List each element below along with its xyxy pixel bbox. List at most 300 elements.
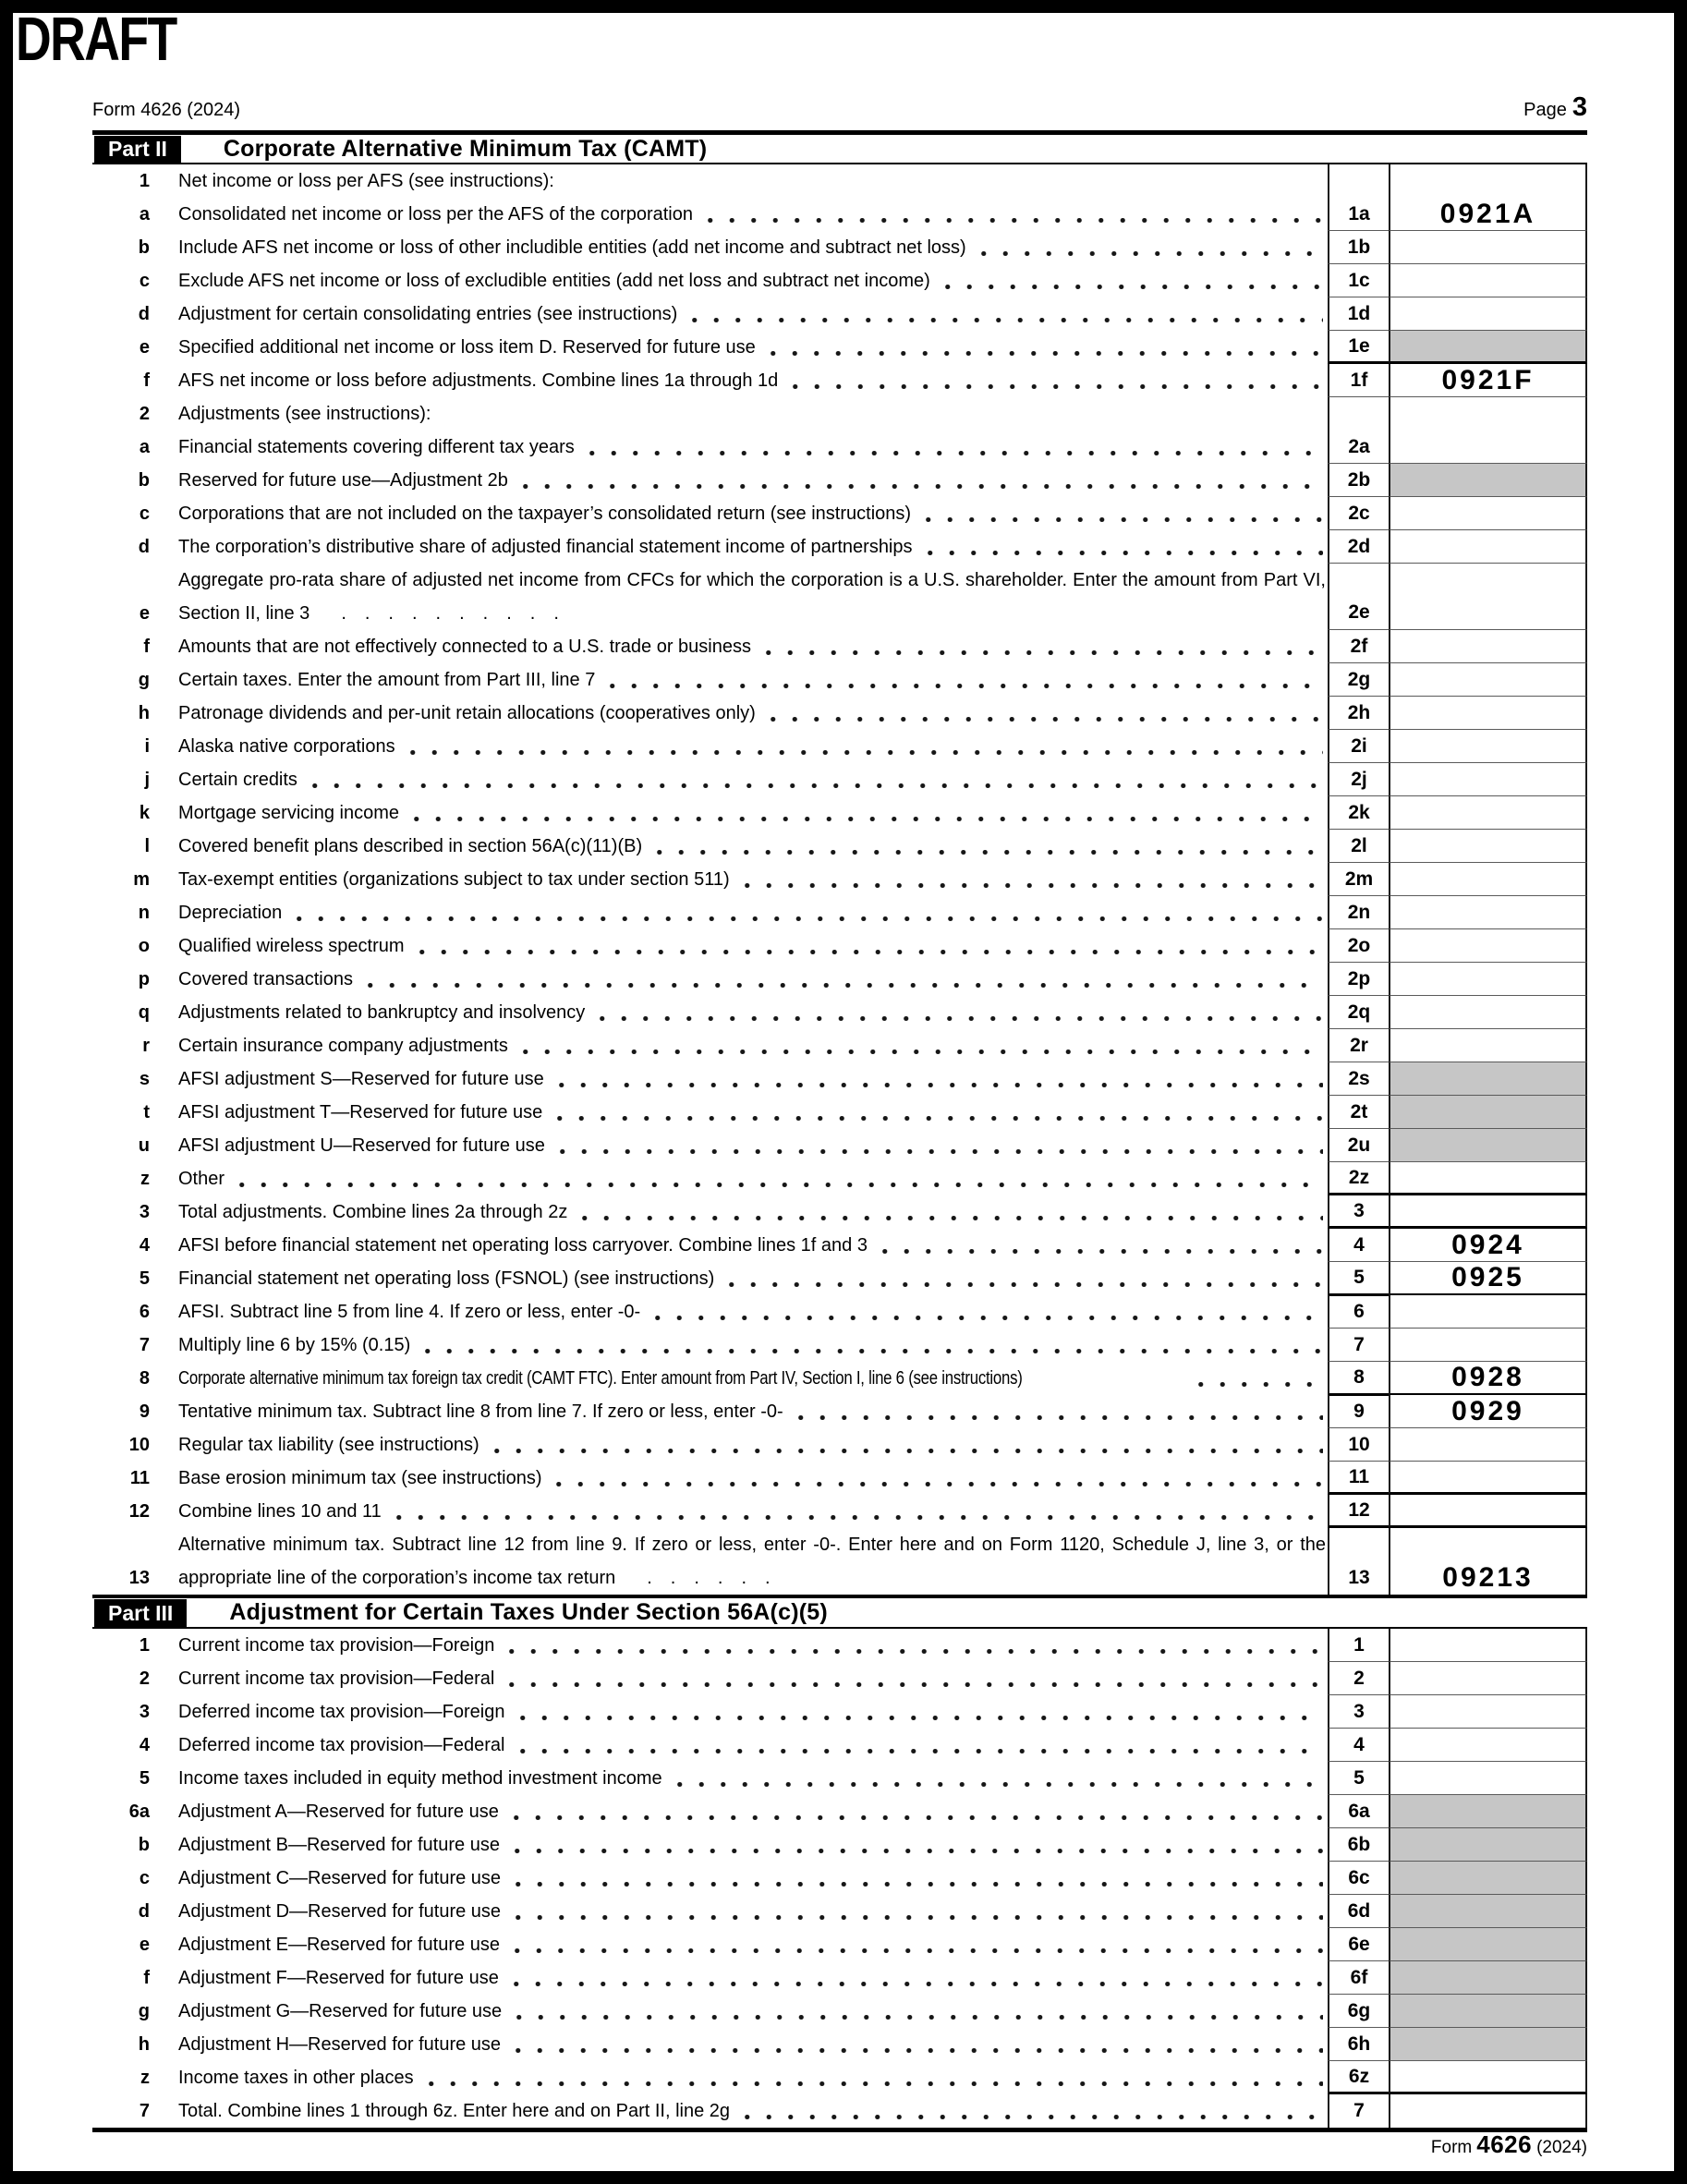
row-p3-6z xyxy=(92,2061,1587,2094)
line-label: 5 xyxy=(139,1767,150,1789)
line-description-text: Combine lines 10 and 11 xyxy=(178,1500,382,1522)
row-p2-4 xyxy=(92,1229,1587,1262)
line-description xyxy=(174,1262,1328,1296)
line-description-text: Multiply line 6 by 15% (0.15) xyxy=(178,1334,411,1355)
row-p2-12 xyxy=(92,1495,1587,1528)
dot-leader xyxy=(911,497,1323,530)
dot-leader xyxy=(595,663,1323,697)
line-description-text: Adjustment D—Reserved for future use xyxy=(178,1900,502,1922)
line-label: q xyxy=(138,1001,150,1023)
dot-leader xyxy=(405,929,1323,963)
line-description-text: Corporate alternative minimum tax foreign tax credit (CAMT FTC). Enter amount from Part IV, Section I, line 6 (see instructions) xyxy=(178,1368,1023,1389)
line-description-text: AFS net income or loss before adjustments. Combine lines 1a through 1d xyxy=(178,370,779,391)
row-p3-4 xyxy=(92,1729,1587,1762)
line-label: i xyxy=(144,735,150,757)
dot-leader xyxy=(714,1262,1323,1296)
line-label: e xyxy=(139,1934,150,1955)
line-description xyxy=(174,231,1328,264)
row-p2-2i xyxy=(92,730,1587,763)
row-p2-1c xyxy=(92,264,1587,297)
line-label: b xyxy=(138,237,150,258)
part3-header-bar xyxy=(92,1595,1587,1629)
page-reference xyxy=(1523,92,1587,123)
line-number-cell: 6 xyxy=(1328,1295,1389,1329)
line-description-text: Adjustment B—Reserved for future use xyxy=(178,1834,500,1855)
amount-entry-cell xyxy=(1389,1462,1587,1495)
amount-entry-cell xyxy=(1389,996,1587,1029)
dot-leader xyxy=(505,1729,1324,1762)
line-number-cell: 1e xyxy=(1328,331,1389,364)
line-label: 10 xyxy=(128,1434,150,1455)
line-label: c xyxy=(139,1867,150,1888)
amount-entry-cell xyxy=(1389,663,1587,697)
draft-watermark: DRAFT xyxy=(16,5,176,74)
line-description xyxy=(174,697,1328,730)
dot-leader xyxy=(505,1695,1324,1729)
dot-leader xyxy=(395,730,1323,763)
dot-leader xyxy=(500,1828,1323,1862)
row-p2-6 xyxy=(92,1295,1587,1329)
row-p2-2a xyxy=(92,431,1587,464)
line-description-text: Specified additional net income or loss item D. Reserved for future use xyxy=(178,336,756,358)
line-number-cell: 6c xyxy=(1328,1862,1389,1895)
part2-rows xyxy=(92,164,1587,1595)
line-label: h xyxy=(138,702,150,723)
row-p2-3 xyxy=(92,1195,1587,1229)
row-p2-1f xyxy=(92,364,1587,397)
amount-entry-cell xyxy=(1389,1295,1587,1329)
line-description xyxy=(174,564,1328,630)
line-description xyxy=(174,796,1328,830)
line-number-cell: 10 xyxy=(1328,1428,1389,1462)
line-description-text: Adjustment A—Reserved for future use xyxy=(178,1801,499,1822)
amount-entry-cell xyxy=(1389,1995,1587,2028)
line-label: j xyxy=(144,769,150,790)
line-number-cell: 4 xyxy=(1328,1729,1389,1762)
row-p3-3 xyxy=(92,1695,1587,1729)
amount-entry-cell xyxy=(1389,1695,1587,1729)
line-description xyxy=(174,1729,1328,1762)
line-description-text: Reserved for future use—Adjustment 2b xyxy=(178,469,508,491)
line-description-text: Net income or loss per AFS (see instructions): xyxy=(178,170,554,191)
dot-leader xyxy=(479,1428,1323,1462)
dot-leader xyxy=(410,1329,1323,1362)
dot-leader xyxy=(501,2028,1323,2061)
row-p3-1 xyxy=(92,1629,1587,1662)
row-p2-2u xyxy=(92,1129,1587,1162)
line-number-cell: 1b xyxy=(1328,231,1389,264)
dot-leader xyxy=(966,231,1323,264)
line-label: f xyxy=(143,636,150,657)
line-label: s xyxy=(139,1068,150,1089)
line-number-cell: 9 xyxy=(1328,1395,1389,1428)
line-label: a xyxy=(139,203,150,224)
row-p3-6b xyxy=(92,1828,1587,1862)
row-p2-5 xyxy=(92,1262,1587,1295)
line-description-text: Depreciation xyxy=(178,902,283,923)
footer-form-year: (2024) xyxy=(1536,2138,1587,2157)
part2-label: Part II xyxy=(94,136,181,163)
line-number-cell: 2g xyxy=(1328,663,1389,697)
line-description xyxy=(174,431,1328,464)
line-description-text: Base erosion minimum tax (see instructions) xyxy=(178,1467,542,1488)
dot-leader xyxy=(756,697,1323,730)
line-description-text: Regular tax liability (see instructions) xyxy=(178,1434,479,1455)
line-number-cell: 2q xyxy=(1328,996,1389,1029)
line-description xyxy=(174,1162,1328,1195)
line-number-cell: 2r xyxy=(1328,1029,1389,1062)
dot-leader xyxy=(1183,1362,1323,1396)
amount-entry-cell xyxy=(1389,796,1587,830)
line-description xyxy=(174,331,1328,364)
line-number-cell: 2u xyxy=(1328,1129,1389,1162)
amount-entry-cell xyxy=(1389,1662,1587,1695)
line-description-text: Adjustment F—Reserved for future use xyxy=(178,1967,499,1988)
dot-leader xyxy=(730,863,1323,896)
line-description xyxy=(174,1995,1328,2028)
dot-leader xyxy=(399,796,1323,830)
row-p3-6f xyxy=(92,1961,1587,1995)
line-number-cell: 1d xyxy=(1328,297,1389,331)
row-p2-8 xyxy=(92,1362,1587,1395)
line-number-cell: 6z xyxy=(1328,2061,1389,2094)
line-description-text: Total adjustments. Combine lines 2a through 2z xyxy=(178,1201,568,1222)
line-label: c xyxy=(139,503,150,524)
line-description-text: AFSI adjustment U—Reserved for future use xyxy=(178,1134,545,1156)
amount-entry-cell xyxy=(1389,1495,1587,1528)
line-description-text: Mortgage servicing income xyxy=(178,802,399,823)
line-description xyxy=(174,663,1328,697)
line-description xyxy=(174,1062,1328,1096)
line-description-text: Income taxes included in equity method investment income xyxy=(178,1767,662,1789)
line-description xyxy=(174,763,1328,796)
line-number-cell: 2j xyxy=(1328,763,1389,796)
line-description-text: Current income tax provision—Foreign xyxy=(178,1634,495,1656)
line-description-text: Financial statement net operating loss (FSNOL) (see instructions) xyxy=(178,1268,715,1289)
line-description-text: Adjustments related to bankruptcy and insolvency xyxy=(178,1001,586,1023)
amount-entry-cell: 0928 xyxy=(1389,1362,1587,1396)
line-number-cell: 2l xyxy=(1328,830,1389,863)
dot-leader xyxy=(783,1395,1323,1428)
line-description-text: Deferred income tax provision—Federal xyxy=(178,1734,505,1755)
line-number-cell: 13 xyxy=(1328,1528,1389,1595)
line-number-cell: 1c xyxy=(1328,264,1389,297)
amount-entry-cell xyxy=(1389,1961,1587,1995)
amount-entry-cell: 0921F xyxy=(1389,364,1587,397)
line-description-text: Financial statements covering different tax years xyxy=(178,436,575,457)
footer-form-word: Form xyxy=(1430,2138,1473,2157)
line-description xyxy=(174,730,1328,763)
line-number-cell: 3 xyxy=(1328,1195,1389,1229)
row-p2-2k xyxy=(92,796,1587,830)
amount-entry-cell xyxy=(1389,1029,1587,1062)
line-description-text: AFSI. Subtract line 5 from line 4. If zero or less, enter -0- xyxy=(178,1301,641,1322)
amount-entry-cell xyxy=(1389,564,1587,630)
amount-entry-cell xyxy=(1389,1928,1587,1961)
amount-entry-cell xyxy=(1389,1062,1587,1096)
line-description xyxy=(174,1362,1328,1396)
line-number-cell: 4 xyxy=(1328,1229,1389,1262)
line-description xyxy=(174,1395,1328,1428)
row-p2-10 xyxy=(92,1428,1587,1462)
part2-header-bar xyxy=(92,130,1587,164)
dot-leader xyxy=(501,1862,1323,1895)
amount-entry-cell xyxy=(1389,1162,1587,1195)
amount-entry-cell xyxy=(1389,1795,1587,1828)
dot-leader xyxy=(642,830,1323,863)
line-number-cell: 2m xyxy=(1328,863,1389,896)
line-description-text: Patronage dividends and per-unit retain allocations (cooperatives only) xyxy=(178,702,756,723)
line-description xyxy=(174,1862,1328,1895)
line-description xyxy=(174,1295,1328,1329)
amount-entry-cell xyxy=(1389,2028,1587,2061)
line-number-cell: 2n xyxy=(1328,896,1389,929)
page-footer xyxy=(1431,2130,1587,2159)
line-number-cell: 2d xyxy=(1328,530,1389,564)
footer-form-number: 4626 xyxy=(1476,2130,1533,2158)
amount-entry-cell xyxy=(1389,1329,1587,1362)
amount-entry-cell xyxy=(1389,763,1587,796)
amount-entry-cell xyxy=(1389,497,1587,530)
dot-leader: . . . . . . xyxy=(628,1568,771,1588)
row-p2-2g xyxy=(92,663,1587,697)
amount-entry-cell xyxy=(1389,896,1587,929)
row-p3-6g xyxy=(92,1995,1587,2028)
line-description xyxy=(174,1795,1328,1828)
line-label: g xyxy=(138,2000,150,2021)
amount-entry-cell xyxy=(1389,1895,1587,1928)
page-label: Page xyxy=(1523,100,1567,120)
line-description-text: Consolidated net income or loss per the AFS of the corporation xyxy=(178,203,693,224)
line-number-cell xyxy=(1328,164,1389,198)
line-number-cell: 5 xyxy=(1328,1262,1389,1296)
line-description xyxy=(174,164,1328,198)
line-description-text: Adjustment E—Reserved for future use xyxy=(178,1934,500,1955)
line-description xyxy=(174,264,1328,297)
line-description-text: AFSI adjustment T—Reserved for future use xyxy=(178,1101,543,1122)
form-body xyxy=(92,130,1587,2132)
row-p2-2c xyxy=(92,497,1587,530)
line-label: z xyxy=(140,2067,150,2088)
line-description xyxy=(174,464,1328,497)
line-description xyxy=(174,963,1328,996)
dot-leader xyxy=(677,297,1323,331)
row-p2-2 xyxy=(92,397,1587,431)
dot-leader xyxy=(868,1229,1323,1262)
row-p3-6d xyxy=(92,1895,1587,1928)
dot-leader xyxy=(282,896,1323,929)
amount-entry-cell xyxy=(1389,1762,1587,1795)
line-label: c xyxy=(139,270,150,291)
line-number-cell: 2o xyxy=(1328,929,1389,963)
line-description xyxy=(174,297,1328,331)
amount-entry-cell xyxy=(1389,963,1587,996)
line-description xyxy=(174,1629,1328,1662)
amount-entry-cell xyxy=(1389,297,1587,331)
line-description-text: Income taxes in other places xyxy=(178,2067,414,2088)
amount-entry-cell xyxy=(1389,1862,1587,1895)
amount-entry-cell xyxy=(1389,164,1587,198)
line-number-cell: 7 xyxy=(1328,2094,1389,2128)
line-description-text: Covered benefit plans described in section 56A(c)(11)(B) xyxy=(178,835,643,856)
row-p2-2m xyxy=(92,863,1587,896)
line-description xyxy=(174,1462,1328,1495)
line-number-cell: 2i xyxy=(1328,730,1389,763)
line-number-cell: 2h xyxy=(1328,697,1389,730)
dot-leader xyxy=(508,1029,1323,1062)
dot-leader xyxy=(542,1096,1323,1129)
line-description-text: Aggregate pro-rata share of adjusted net income from CFCs for which the corporation is a U.S. shareholder. Enter the amount from Part VI, Section II, line 3 xyxy=(178,570,1326,624)
part3-label: Part III xyxy=(94,1599,187,1627)
row-p2-2j xyxy=(92,763,1587,796)
dot-leader xyxy=(508,464,1323,497)
dot-leader xyxy=(930,264,1323,297)
dot-leader xyxy=(778,364,1323,397)
line-description xyxy=(174,996,1328,1029)
line-label: k xyxy=(139,802,150,823)
dot-leader xyxy=(499,1961,1323,1995)
line-number-cell: 1 xyxy=(1328,1629,1389,1662)
row-p2-7 xyxy=(92,1329,1587,1362)
line-label: t xyxy=(143,1101,150,1122)
line-number-cell: 2p xyxy=(1328,963,1389,996)
line-description xyxy=(174,1428,1328,1462)
line-description xyxy=(174,1762,1328,1795)
dot-leader xyxy=(640,1295,1323,1329)
dot-leader xyxy=(544,1062,1323,1096)
part3-rows xyxy=(92,1629,1587,2128)
line-number-cell: 6h xyxy=(1328,2028,1389,2061)
line-description xyxy=(174,1029,1328,1062)
line-description xyxy=(174,1329,1328,1362)
line-label: l xyxy=(144,835,150,856)
line-label: g xyxy=(138,669,150,690)
dot-leader xyxy=(541,1462,1323,1495)
line-label: o xyxy=(138,935,150,956)
line-description xyxy=(174,1695,1328,1729)
amount-entry-cell xyxy=(1389,1428,1587,1462)
line-description-text: Deferred income tax provision—Foreign xyxy=(178,1701,505,1722)
row-p2-1d xyxy=(92,297,1587,331)
amount-entry-cell xyxy=(1389,1828,1587,1862)
line-label: 1 xyxy=(139,1634,150,1656)
line-number-cell: 3 xyxy=(1328,1695,1389,1729)
line-description-text: Adjustment C—Reserved for future use xyxy=(178,1867,502,1888)
line-description-text: Certain credits xyxy=(178,769,297,790)
row-p2-2f xyxy=(92,630,1587,663)
line-description xyxy=(174,1229,1328,1262)
line-description xyxy=(174,1495,1328,1528)
line-label: h xyxy=(138,2033,150,2055)
line-label: d xyxy=(138,303,150,324)
dot-leader xyxy=(499,1795,1323,1828)
row-p2-2n xyxy=(92,896,1587,929)
amount-entry-cell xyxy=(1389,730,1587,763)
line-label: 4 xyxy=(139,1734,150,1755)
line-label: 6 xyxy=(139,1301,150,1322)
line-number-cell: 6a xyxy=(1328,1795,1389,1828)
amount-entry-cell xyxy=(1389,1096,1587,1129)
dot-leader xyxy=(662,1762,1323,1795)
dot-leader xyxy=(756,331,1323,364)
line-number-cell: 2s xyxy=(1328,1062,1389,1096)
line-number-cell: 2 xyxy=(1328,1662,1389,1695)
row-p2-2d xyxy=(92,530,1587,564)
amount-entry-cell: 0925 xyxy=(1389,1262,1587,1296)
line-number-cell: 7 xyxy=(1328,1329,1389,1362)
row-p2-2l xyxy=(92,830,1587,863)
line-number-cell: 6b xyxy=(1328,1828,1389,1862)
line-description xyxy=(174,497,1328,530)
dot-leader xyxy=(730,2094,1323,2128)
line-description xyxy=(174,1129,1328,1162)
line-label: z xyxy=(140,1168,150,1189)
line-description-text: AFSI before financial statement net operating loss carryover. Combine lines 1f and 3 xyxy=(178,1234,868,1256)
line-description xyxy=(174,1096,1328,1129)
row-p2-2b xyxy=(92,464,1587,497)
line-description xyxy=(174,1662,1328,1695)
dot-leader xyxy=(297,763,1323,796)
amount-entry-cell xyxy=(1389,2094,1587,2128)
amount-entry-cell: 0924 xyxy=(1389,1229,1587,1262)
row-p2-2o xyxy=(92,929,1587,963)
line-number-cell: 2a xyxy=(1328,431,1389,464)
dot-leader xyxy=(494,1629,1323,1662)
amount-entry-cell xyxy=(1389,1629,1587,1662)
amount-entry-cell xyxy=(1389,431,1587,464)
row-p2-2q xyxy=(92,996,1587,1029)
line-label: 6a xyxy=(128,1801,150,1822)
row-p2-1b xyxy=(92,231,1587,264)
dot-leader xyxy=(353,963,1323,996)
row-p3-2 xyxy=(92,1662,1587,1695)
line-number-cell: 2k xyxy=(1328,796,1389,830)
line-label: 3 xyxy=(139,1701,150,1722)
line-label: a xyxy=(139,436,150,457)
line-label: 2 xyxy=(139,403,150,424)
row-p2-2t xyxy=(92,1096,1587,1129)
line-label: 7 xyxy=(139,1334,150,1355)
amount-entry-cell xyxy=(1389,863,1587,896)
line-description-text: Covered transactions xyxy=(178,968,353,989)
line-description xyxy=(174,1195,1328,1229)
line-description-text: Tentative minimum tax. Subtract line 8 from line 7. If zero or less, enter -0- xyxy=(178,1401,783,1422)
line-label: u xyxy=(138,1134,150,1156)
amount-entry-cell xyxy=(1389,530,1587,564)
line-description xyxy=(174,863,1328,896)
line-number-cell: 1a xyxy=(1328,198,1389,231)
line-number-cell: 6e xyxy=(1328,1928,1389,1961)
line-description xyxy=(174,1828,1328,1862)
row-p2-2h xyxy=(92,697,1587,730)
row-p2-2z xyxy=(92,1162,1587,1195)
line-description xyxy=(174,896,1328,929)
line-label: e xyxy=(139,603,150,624)
line-label: 1 xyxy=(139,170,150,191)
amount-entry-cell xyxy=(1389,929,1587,963)
row-p2-2r xyxy=(92,1029,1587,1062)
line-description-text: Adjustment for certain consolidating entries (see instructions) xyxy=(178,303,678,324)
line-label: 3 xyxy=(139,1201,150,1222)
line-label: 12 xyxy=(128,1500,150,1522)
line-description-text: Adjustments (see instructions): xyxy=(178,403,431,424)
line-description-text: AFSI adjustment S—Reserved for future use xyxy=(178,1068,544,1089)
row-p2-9 xyxy=(92,1395,1587,1428)
line-description xyxy=(174,1895,1328,1928)
row-p2-11 xyxy=(92,1462,1587,1495)
line-number-cell: 2t xyxy=(1328,1096,1389,1129)
amount-entry-cell xyxy=(1389,830,1587,863)
